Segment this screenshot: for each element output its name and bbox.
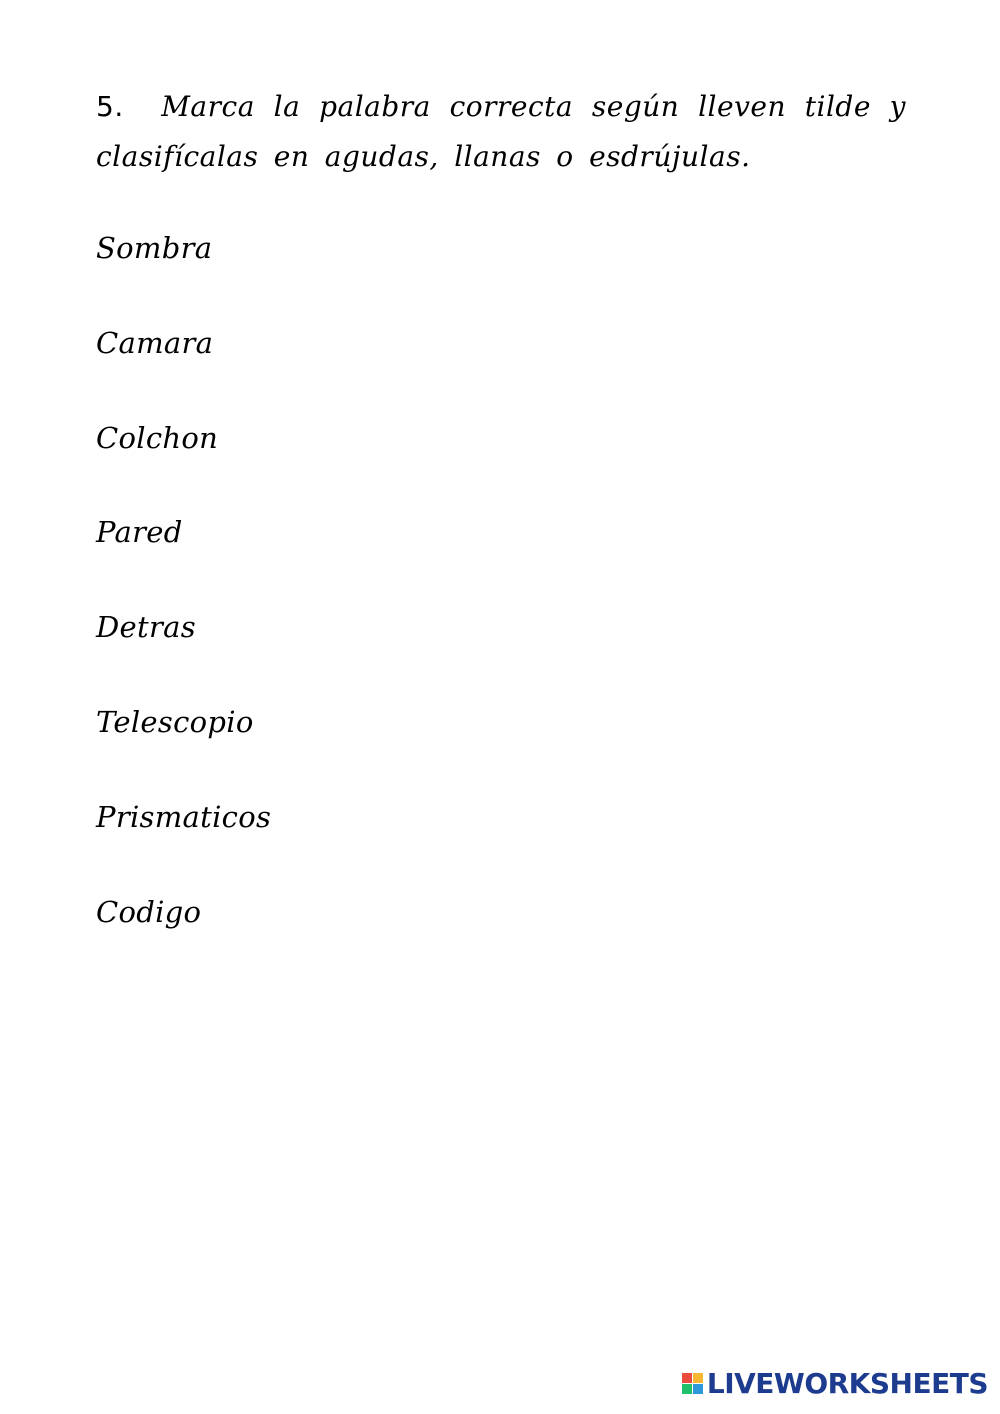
liveworksheets-logo [682,1367,988,1400]
word-item: Detras [96,610,196,645]
liveworksheets-logo-icon [682,1373,704,1395]
logo-square-red [682,1373,692,1383]
exercise-number: 5. [96,90,124,123]
liveworksheets-logo-text: LIVEWORKSHEETS [706,1367,988,1400]
word-item: Codigo [96,894,202,929]
word-item: Prismaticos [96,799,272,834]
word-item: Telescopio [96,704,254,739]
exercise-instruction-text: Marca la palabra correcta según lleven tilde y clasifícalas en agudas, llanas o esdrújulas. [96,90,906,173]
word-item: Camara [96,325,214,360]
logo-square-yellow [693,1373,703,1383]
logo-square-green [682,1384,692,1394]
logo-square-blue [693,1384,703,1394]
word-item: Colchon [96,420,219,455]
word-item: Sombra [96,231,213,265]
word-list [96,225,271,983]
word-item: Pared [96,515,183,550]
exercise-instruction [96,82,906,182]
